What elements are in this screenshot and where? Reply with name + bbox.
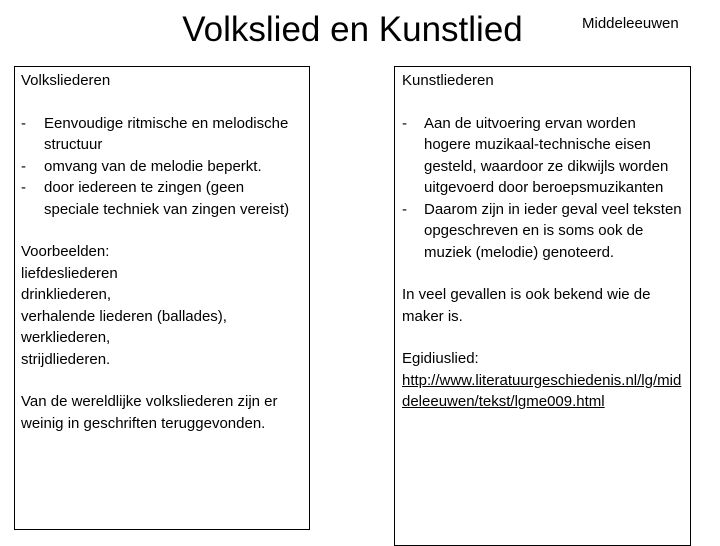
volkslied-note: Van de wereldlijke volksliederen zijn er weinig in geschriften teruggevonden. bbox=[21, 393, 278, 432]
column-heading: Volksliederen bbox=[21, 72, 111, 89]
bullet-list bbox=[21, 113, 303, 221]
kunstlied-note: In veel gevallen is ook bekend wie de maker is. bbox=[402, 286, 651, 325]
volksliederen-column bbox=[14, 66, 310, 530]
list-item: - omvang van de melodie beperkt. bbox=[21, 156, 303, 178]
bullet-list bbox=[402, 113, 682, 264]
kunstliederen-column bbox=[394, 66, 691, 546]
example-item: liefdesliederen bbox=[21, 264, 118, 282]
list-item: - door iedereen te zingen (geen speciale techniek van zingen vereist) bbox=[21, 177, 303, 220]
page-title: Volkslied en Kunstlied bbox=[182, 10, 523, 49]
examples-block bbox=[21, 241, 303, 370]
column-heading: Kunstliederen bbox=[402, 72, 494, 89]
examples-label: Voorbeelden: bbox=[21, 243, 110, 260]
example-item: verhalende liederen (ballades), bbox=[21, 307, 227, 325]
egidiuslied-label: Egidiuslied: bbox=[402, 350, 479, 367]
list-item: - Aan de uitvoering ervan worden hogere muzikaal-technische eisen gesteld, waardoor ze dikwijls worden uitgevoerd door beroepsmuzikanten bbox=[402, 113, 682, 199]
egidiuslied-link[interactable]: http://www.literatuurgeschiedenis.nl/lg/middeleeuwen/tekst/lgme009.html bbox=[402, 371, 682, 410]
page-subtitle: Middeleeuwen bbox=[582, 15, 679, 32]
example-item: werkliederen, bbox=[21, 329, 111, 346]
example-item: drinkliederen, bbox=[21, 286, 112, 303]
example-item: strijdliederen. bbox=[21, 350, 111, 368]
list-item: - Daarom zijn in ieder geval veel teksten opgeschreven en is soms ook de muziek (melodie) genoteerd. bbox=[402, 199, 682, 264]
list-item: - Eenvoudige ritmische en melodische structuur bbox=[21, 113, 303, 156]
